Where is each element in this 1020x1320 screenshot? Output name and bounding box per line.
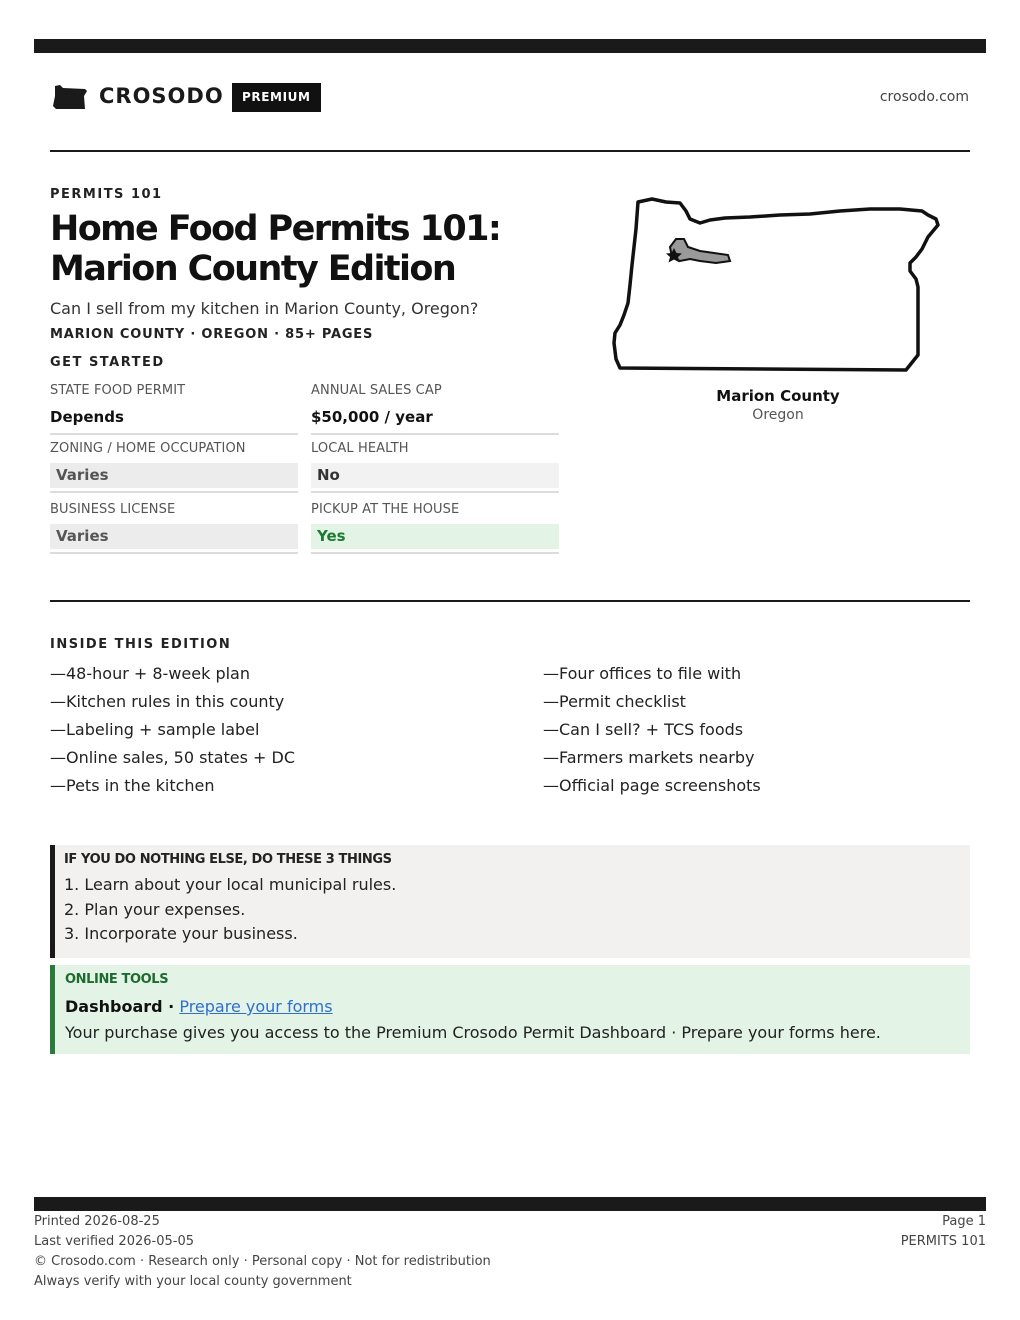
fact-divider bbox=[311, 433, 559, 435]
callout-heading: IF YOU DO NOTHING ELSE, DO THESE 3 THINGS bbox=[64, 852, 392, 867]
bottom-bar bbox=[34, 1197, 986, 1211]
fact-divider bbox=[50, 433, 298, 435]
fact-label: PICKUP AT THE HOUSE bbox=[311, 502, 460, 517]
marion-county-shape bbox=[670, 239, 730, 263]
page-title: Home Food Permits 101: Marion County Edition bbox=[50, 209, 501, 289]
list-item: —Four offices to file with bbox=[543, 664, 742, 683]
fact-divider bbox=[311, 491, 559, 493]
list-item: —Permit checklist bbox=[543, 692, 686, 711]
map-state-name: Oregon bbox=[752, 407, 804, 423]
get-started-heading: GET STARTED bbox=[50, 355, 165, 370]
page-number: Page 1 bbox=[942, 1214, 986, 1229]
printed-date: Printed 2026-08-25 bbox=[34, 1214, 160, 1229]
footer-left bbox=[34, 1213, 491, 1293]
list-item: —Pets in the kitchen bbox=[50, 776, 215, 795]
fact-value: Varies bbox=[50, 524, 298, 549]
inside-list-left bbox=[50, 662, 470, 802]
footer-section: PERMITS 101 bbox=[900, 1234, 986, 1249]
brand-name[interactable]: CROSODO bbox=[99, 84, 224, 108]
copyright-notice: © Crosodo.com · Research only · Personal copy · Not for redistribution bbox=[34, 1254, 491, 1269]
inside-list-right bbox=[543, 662, 963, 802]
fact-divider bbox=[50, 491, 298, 493]
top-bar bbox=[34, 39, 986, 53]
verify-disclaimer: Always verify with your local county government bbox=[34, 1274, 352, 1289]
online-tools-heading: ONLINE TOOLS bbox=[65, 972, 169, 987]
edition-meta: MARION COUNTY · OREGON · 85+ PAGES bbox=[50, 327, 374, 342]
header-divider bbox=[50, 150, 970, 152]
site-domain[interactable]: crosodo.com bbox=[879, 89, 969, 105]
callout-item: 1. Learn about your local municipal rules. bbox=[64, 875, 397, 894]
dashboard-label: Dashboard · bbox=[65, 997, 175, 1016]
oregon-state-logo-icon bbox=[52, 82, 88, 112]
section-kicker: PERMITS 101 bbox=[50, 187, 163, 202]
online-tools-callout bbox=[50, 965, 970, 1054]
fact-divider bbox=[311, 552, 559, 554]
fact-zoning bbox=[50, 441, 298, 493]
dashboard-line bbox=[65, 996, 970, 1022]
fact-value: Depends bbox=[50, 408, 124, 426]
list-item: —Farmers markets nearby bbox=[543, 748, 755, 767]
list-item: —48-hour + 8-week plan bbox=[50, 664, 250, 683]
fact-label: STATE FOOD PERMIT bbox=[50, 383, 186, 398]
fact-pickup-at-house bbox=[311, 502, 559, 554]
fact-local-health bbox=[311, 441, 559, 493]
fact-state-food-permit bbox=[50, 383, 298, 435]
oregon-state-outline-icon bbox=[610, 195, 946, 377]
fact-annual-sales-cap bbox=[311, 383, 559, 435]
map-caption bbox=[660, 387, 896, 423]
list-item: —Labeling + sample label bbox=[50, 720, 260, 739]
fact-business-license bbox=[50, 502, 298, 554]
list-item: —Online sales, 50 states + DC bbox=[50, 748, 296, 767]
verified-date: Last verified 2026-05-05 bbox=[34, 1234, 194, 1249]
fact-label: ANNUAL SALES CAP bbox=[311, 383, 442, 398]
tools-description: Your purchase gives you access to the Premium Crosodo Permit Dashboard · Prepare your forms here. bbox=[65, 1023, 881, 1042]
list-item: —Official page screenshots bbox=[543, 776, 761, 795]
fact-divider bbox=[50, 552, 298, 554]
fact-value: No bbox=[311, 463, 559, 488]
fact-label: LOCAL HEALTH bbox=[311, 441, 409, 456]
fact-label: ZONING / HOME OCCUPATION bbox=[50, 441, 246, 456]
fact-value: Varies bbox=[50, 463, 298, 488]
callout-item: 2. Plan your expenses. bbox=[64, 899, 246, 919]
header bbox=[50, 78, 970, 118]
page-subtitle: Can I sell from my kitchen in Marion County, Oregon? bbox=[50, 299, 479, 318]
section-divider bbox=[50, 600, 970, 602]
footer-right bbox=[901, 1213, 986, 1253]
list-item: —Can I sell? + TCS foods bbox=[543, 720, 744, 739]
list-item: —Kitchen rules in this county bbox=[50, 692, 285, 711]
callout-item: 3. Incorporate your business. bbox=[64, 924, 298, 943]
map-county-name: Marion County bbox=[716, 387, 840, 405]
fact-value: $50,000 / year bbox=[311, 408, 433, 426]
fact-value: Yes bbox=[311, 524, 559, 549]
premium-badge: PREMIUM bbox=[232, 83, 321, 112]
three-things-callout bbox=[50, 845, 970, 958]
fact-label: BUSINESS LICENSE bbox=[50, 502, 176, 517]
inside-edition-heading: INSIDE THIS EDITION bbox=[50, 637, 232, 652]
prepare-forms-link[interactable]: Prepare your forms bbox=[179, 997, 333, 1016]
